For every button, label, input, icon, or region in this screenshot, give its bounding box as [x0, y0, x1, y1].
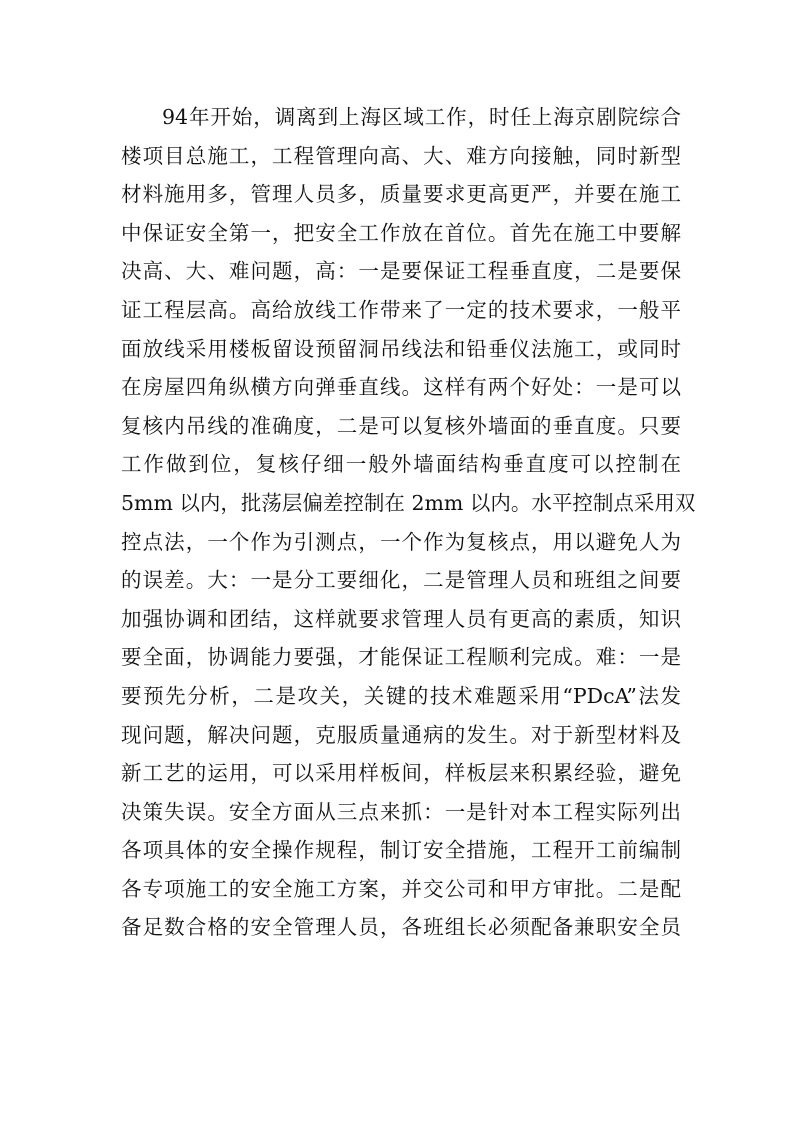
text-line: 5mm 以内，批荡层偏差控制在 2mm 以内。水平控制点采用双: [121, 490, 696, 515]
text-line: 94年开始，调离到上海区域工作，时任上海京剧院综合: [162, 105, 681, 129]
text-line: 新工艺的运用，可以采用样板间，样板层来积累经验，避免: [121, 761, 681, 786]
text-line: 加强协调和团结，这样就要求管理人员有更高的素质，知识: [121, 606, 681, 631]
text-line: 材料施用多，管理人员多，质量要求更高更严，并要在施工: [121, 182, 681, 207]
text-line: 备足数合格的安全管理人员，各班组长必须配备兼职安全员: [121, 915, 681, 940]
text-line: 在房屋四角纵横方向弹垂直线。这样有两个好处：一是可以: [121, 375, 681, 400]
text-line: 复核内吊线的准确度，二是可以复核外墙面的垂直度。只要: [121, 413, 681, 438]
text-line: 工作做到位，复核仔细一般外墙面结构垂直度可以控制在: [121, 452, 681, 477]
body-paragraph: [121, 98, 696, 947]
text-line: 要全面，协调能力要强，才能保证工程顺利完成。难：一是: [121, 645, 681, 670]
text-line: 各项具体的安全操作规程，制订安全措施，工程开工前编制: [121, 838, 681, 863]
text-line: 控点法，一个作为引测点，一个作为复核点，用以避免人为: [121, 529, 681, 554]
text-line: 决高、大、难问题，高：一是要保证工程垂直度，二是要保: [121, 259, 681, 284]
text-line: 证工程层高。高给放线工作带来了一定的技术要求，一般平: [121, 297, 681, 322]
text-line: 决策失误。安全方面从三点来抓：一是针对本工程实际列出: [121, 799, 681, 824]
text-line: 的误差。大：一是分工要细化，二是管理人员和班组之间要: [121, 568, 681, 593]
text-line: 面放线采用楼板留设预留洞吊线法和铅垂仪法施工，或同时: [121, 336, 681, 361]
text-line: 现问题，解决问题，克服质量通病的发生。对于新型材料及: [121, 722, 681, 747]
text-line: 楼项目总施工，工程管理向高、大、难方向接触，同时新型: [121, 143, 681, 168]
text-line: 中保证安全第一，把安全工作放在首位。首先在施工中要解: [121, 220, 681, 245]
text-line: 要预先分析，二是攻关，关键的技术难题采用“PDcA”法发: [121, 683, 681, 708]
text-line: 各专项施工的安全施工方案，并交公司和甲方审批。二是配: [121, 876, 681, 901]
